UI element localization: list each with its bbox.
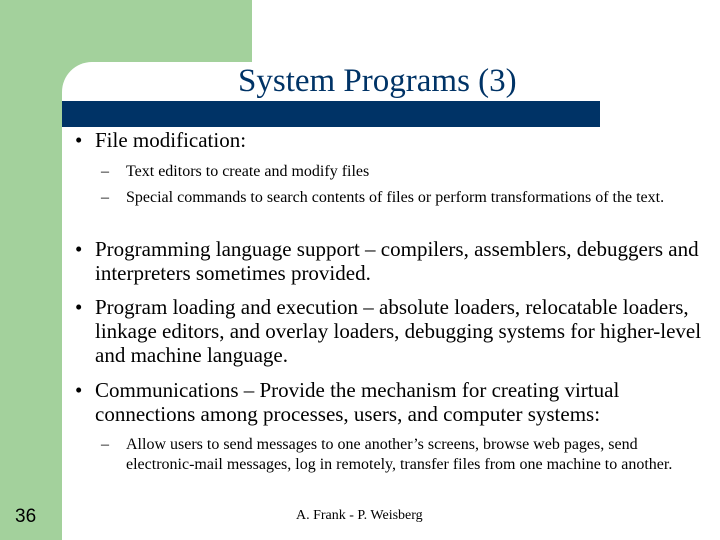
bullet-marker: • (75, 378, 83, 402)
bullet-file-modification (75, 128, 705, 152)
slide-title: System Programs (3) (238, 63, 517, 99)
bullet-communications (75, 378, 705, 426)
bullet-text: Program loading and execution – absolute loaders, relocatable loaders, linkage editors, and overlay loaders, debugging systems for higher-level and machine language. (95, 295, 702, 367)
bullet-marker: • (75, 295, 83, 319)
dash-marker: – (101, 189, 109, 206)
bullet-marker: • (75, 128, 83, 152)
slide-number: 36 (15, 506, 37, 527)
subbullet-text: Special commands to search contents of files or perform transformations of the text. (126, 189, 665, 206)
footer-author: A. Frank - P. Weisberg (296, 508, 423, 523)
subbullet-allow-users (101, 435, 681, 475)
subbullet-text: Allow users to send messages to one another’s screens, browse web pages, send electronic-mail messages, log in remotely, transfer files from one machine to another. (126, 436, 673, 473)
bullet-programming-language-support (75, 237, 705, 285)
subbullet-text-editors (101, 162, 681, 182)
dash-marker: – (101, 436, 109, 453)
bullet-text: File modification: (95, 128, 247, 152)
bullet-text: Communications – Provide the mechanism for creating virtual connections among processes, users, and computer systems: (95, 378, 620, 426)
bullet-marker: • (75, 237, 83, 261)
bullet-program-loading (75, 295, 705, 367)
bullet-text: Programming language support – compilers, assemblers, debuggers and interpreters sometimes provided. (95, 237, 699, 285)
subbullet-text: Text editors to create and modify files (126, 163, 370, 180)
dash-marker: – (101, 163, 109, 180)
subbullet-special-commands (101, 188, 681, 208)
